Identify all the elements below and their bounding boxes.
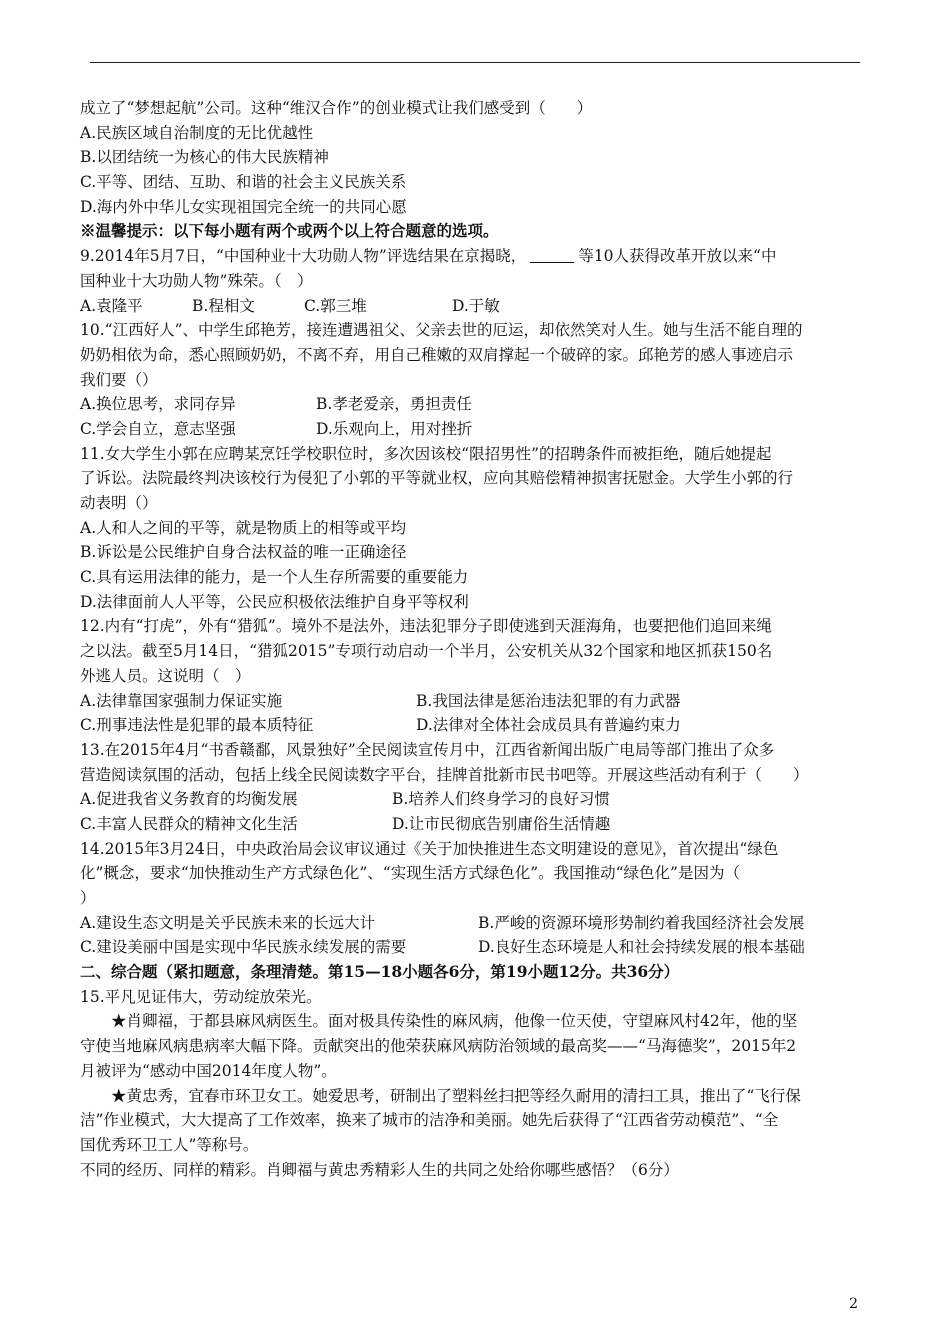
q11-option-b: B.诉讼是公民维护自身合法权益的唯一正确途径 (80, 543, 407, 562)
q14-option-b: B.严峻的资源环境形势制约着我国经济社会发展 (478, 913, 805, 932)
fill-blank (530, 248, 574, 263)
q11-option-c: C.具有运用法律的能力，是一个人生存所需要的重要能力 (80, 568, 469, 587)
q13-stem-line2: 营造阅读氛围的活动，包括上线全民阅读数字平台，挂牌首批新市民书吧等。开展这些活动有利于（ ） (80, 765, 809, 784)
q12-option-b: B.我国法律是惩治违法犯罪的有力武器 (416, 691, 681, 710)
q11-stem-line1: 11.女大学生小郭在应聘某烹饪学校职位时，多次因该校“限招男性”的招聘条件而被拒绝，随后她提起 (80, 444, 772, 463)
q12-options-ab (80, 689, 870, 714)
q10-option-d: D.乐观向上，用对挫折 (316, 419, 473, 438)
q8-stem-tail: 成立了“梦想起航”公司。这种“维汉合作”的创业模式让我们感受到（ ） (80, 99, 593, 117)
q14-option-a: A.建设生态文明是关乎民族未来的长远大计 (80, 913, 376, 932)
q11-option-d: D.法律面前人人平等，公民应积极依法维护自身平等权利 (80, 592, 469, 611)
q14-options-cd (80, 935, 870, 960)
q10-options-ab (80, 392, 870, 417)
q14-option-c: C.建设美丽中国是实现中华民族永续发展的需要 (80, 938, 407, 957)
q15-question: 不同的经历、同样的精彩。肖卿福与黄忠秀精彩人生的共同之处给你哪些感悟？（6分） (80, 1160, 679, 1179)
exam-page (80, 96, 870, 1182)
q13-option-a: A.促进我省义务教育的均衡发展 (80, 790, 298, 809)
q12-stem-line2: 之以法。截至5月14日，“猎狐2015”专项行动启动一个半月，公安机关从32个国家和地区抓获150名 (80, 642, 773, 661)
q15-title: 15.平凡见证伟大，劳动绽放荣光。 (80, 987, 322, 1006)
q12-options-cd (80, 713, 870, 738)
q8-option-c: C.平等、团结、互助、和谐的社会主义民族关系 (80, 173, 407, 192)
q15-material1-line3: 月被评为“感动中国2014年度人物”。 (80, 1061, 337, 1080)
q10-stem-line2: 奶奶相依为命，悉心照顾奶奶，不离不弃，用自己稚嫩的双肩撑起一个破碎的家。邱艳芳的感人事迹启示 (80, 345, 794, 364)
q13-option-d: D.让市民彻底告别庸俗生活情趣 (392, 814, 611, 833)
q14-options-ab (80, 911, 870, 936)
q13-option-b: B.培养人们终身学习的良好习惯 (392, 790, 610, 809)
q14-stem-line1: 14.2015年3月24日，中央政治局会议审议通过《关于加快推进生态文明建设的意见》，首次提出“绿色 (80, 839, 779, 858)
q15-material1-line1: ★肖卿福，于都县麻风病医生。面对极具传染性的麻风病，他像一位天使，守望麻风村42年，他的坚 (111, 1012, 798, 1031)
tip-note: ※温馨提示：以下每小题有两个或两个以上符合题意的选项。 (80, 221, 499, 241)
page-number: 2 (849, 1296, 858, 1312)
q14-option-d: D.良好生态环境是人和社会持续发展的根本基础 (478, 938, 805, 957)
q12-option-c: C.刑事违法性是犯罪的最本质特征 (80, 716, 314, 735)
q10-option-c: C.学会自立，意志坚强 (80, 419, 236, 438)
q9-option-b: B.程相文 (192, 296, 255, 315)
q11-option-a: A.人和人之间的平等，就是物质上的相等或平均 (80, 518, 407, 537)
q15-material1-line2: 守使当地麻风病患病率大幅下降。贡献突出的他荣获麻风病防治领域的最高奖——“马海德奖”，2015年2 (80, 1037, 797, 1056)
q10-options-cd (80, 417, 870, 442)
q12-option-d: D.法律对全体社会成员具有普遍约束力 (416, 716, 681, 735)
q10-option-a: A.换位思考，求同存异 (80, 395, 236, 414)
q8-option-d: D.海内外中华儿女实现祖国完全统一的共同心愿 (80, 197, 407, 216)
q11-stem-line3: 动表明（） (80, 494, 158, 512)
q14-stem-line2: 化”概念，要求“加快推动生产方式绿色化”、“实现生活方式绿色化”。我国推动“绿色化”是因为（ (80, 864, 740, 883)
q8-option-a: A.民族区域自治制度的无比优越性 (80, 123, 314, 142)
q15-material2-line3: 国优秀环卫工人”等称号。 (80, 1135, 259, 1154)
q13-option-c: C.丰富人民群众的精神文化生活 (80, 814, 298, 833)
q10-option-b: B.孝老爱亲，勇担责任 (316, 395, 472, 414)
q12-stem-line1: 12.内有“打虎”，外有“猎狐”。境外不是法外，违法犯罪分子即使逃到天涯海角，也要把他们追回来绳 (80, 617, 772, 636)
q10-stem-line3: 我们要（） (80, 370, 158, 389)
q9-option-c: C.郭三堆 (304, 296, 367, 315)
q9-options (80, 294, 870, 319)
q15-material2-line2: 洁”作业模式，大大提高了工作效率，换来了城市的洁净和美丽。她先后获得了“江西省劳动模范”、“全 (80, 1111, 779, 1130)
section-two-heading: 二、综合题（紧扣题意，条理清楚。第15—18小题各6分，第19小题12分。共36分） (80, 962, 680, 982)
q12-option-a: A.法律靠国家强制力保证实施 (80, 691, 283, 710)
q13-stem-line1: 13.在2015年4月“书香赣鄱，风景独好”全民阅读宣传月中，江西省新闻出版广电局等部门推出了众多 (80, 740, 775, 759)
q13-options-cd (80, 812, 870, 837)
q15-material2-line1: ★黄忠秀，宜春市环卫女工。她爱思考，研制出了塑料丝扫把等经久耐用的清扫工具，推出了“飞行保 (111, 1086, 801, 1105)
q8-option-b: B.以团结统一为核心的伟大民族精神 (80, 148, 329, 167)
q11-stem-line2: 了诉讼。法院最终判决该校行为侵犯了小郭的平等就业权，应向其赔偿精神损害抚慰金。大学生小郭的行 (80, 469, 794, 488)
q9-option-a: A.袁隆平 (80, 296, 143, 315)
q12-stem-line3: 外逃人员。这说明（ ） (80, 666, 251, 685)
q14-stem-line3: ） (80, 889, 96, 907)
q9-option-d: D.于敏 (452, 296, 500, 315)
q9-stem-line2: 国种业十大功勋人物”殊荣。（ ） (80, 271, 313, 290)
header-rule (90, 62, 860, 63)
q9-stem-line1: 9.2014年5月7日，“中国种业十大功勋人物”评选结果在京揭晓， 等10人获得改革开放以来“中 (80, 247, 777, 266)
q10-stem-line1: 10.“江西好人”、中学生邱艳芳，接连遭遇祖父、父亲去世的厄运，却依然笑对人生。她与生活不能自理的 (80, 321, 803, 340)
q13-options-ab (80, 787, 870, 812)
